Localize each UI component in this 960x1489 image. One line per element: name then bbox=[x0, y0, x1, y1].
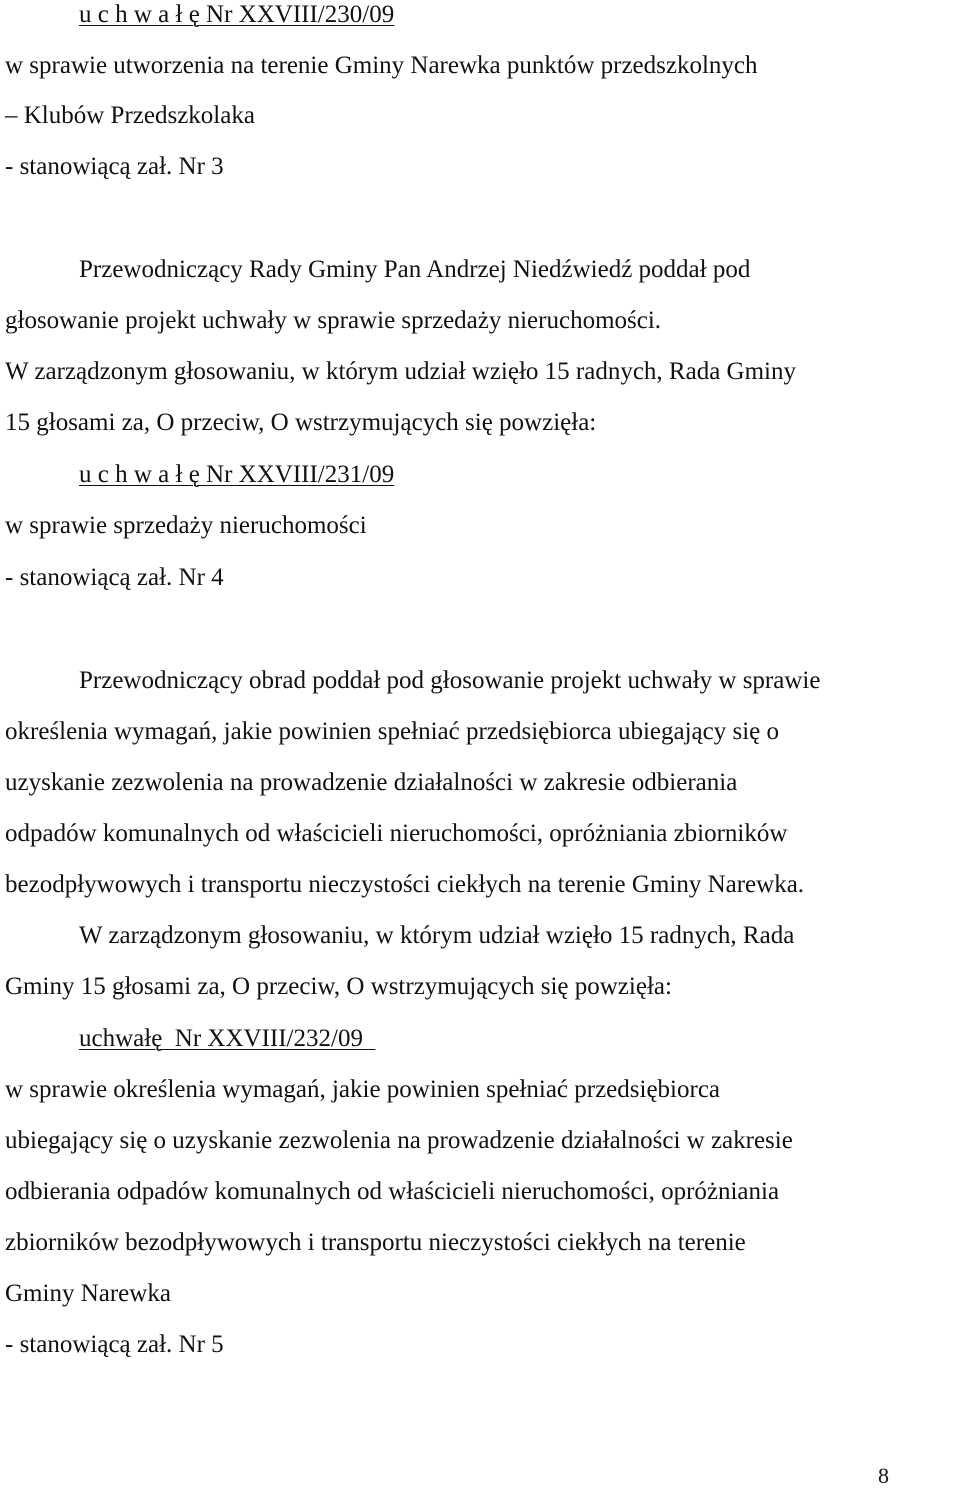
page-number: 8 bbox=[878, 1463, 889, 1488]
resolution-231-subject: w sprawie sprzedaży nieruchomości bbox=[5, 512, 367, 539]
block3-vote-line2: Gminy 15 głosami za, O przeciw, O wstrzymujących się powzięła: bbox=[5, 973, 672, 1000]
resolution-232-attachment: - stanowiącą zał. Nr 5 bbox=[5, 1331, 224, 1358]
resolution-230-heading: u c h w a ł ę Nr XXVIII/230/09 bbox=[79, 1, 395, 28]
block2-paragraph-line1: Przewodniczący Rady Gminy Pan Andrzej Niedźwiedź poddał pod bbox=[79, 256, 751, 283]
block2-vote-line2: 15 głosami za, O przeciw, O wstrzymujących się powzięła: bbox=[5, 409, 597, 436]
resolution-230-subject-line2: – Klubów Przedszkolaka bbox=[5, 102, 255, 129]
block3-paragraph-line2: określenia wymagań, jakie powinien spełniać przedsiębiorca ubiegający się o bbox=[5, 718, 780, 745]
block3-vote-line1: W zarządzonym głosowaniu, w którym udział wzięło 15 radnych, Rada bbox=[79, 922, 795, 949]
resolution-232-heading: uchwałę Nr XXVIII/232/09 bbox=[79, 1025, 376, 1052]
resolution-232-subject-line2: ubiegający się o uzyskanie zezwolenia na prowadzenie działalności w zakresie bbox=[5, 1127, 793, 1154]
block3-paragraph-line3: uzyskanie zezwolenia na prowadzenie działalności w zakresie odbierania bbox=[5, 769, 738, 796]
resolution-231-attachment: - stanowiącą zał. Nr 4 bbox=[5, 564, 224, 591]
resolution-232-subject-line3: odbierania odpadów komunalnych od właścicieli nieruchomości, opróżniania bbox=[5, 1178, 780, 1205]
block3-paragraph-line5: bezodpływowych i transportu nieczystości ciekłych na terenie Gminy Narewka. bbox=[5, 871, 805, 898]
resolution-232-subject-line1: w sprawie określenia wymagań, jakie powinien spełniać przedsiębiorca bbox=[5, 1076, 721, 1103]
block3-paragraph-line4: odpadów komunalnych od właścicieli nieruchomości, opróżniania zbiorników bbox=[5, 820, 788, 847]
block2-paragraph-line2: głosowanie projekt uchwały w sprawie sprzedaży nieruchomości. bbox=[5, 307, 662, 334]
block2-vote-line1: W zarządzonym głosowaniu, w którym udział wzięło 15 radnych, Rada Gminy bbox=[5, 358, 796, 385]
resolution-230-attachment: - stanowiącą zał. Nr 3 bbox=[5, 153, 224, 180]
resolution-232-subject-line4: zbiorników bezodpływowych i transportu nieczystości ciekłych na terenie bbox=[5, 1229, 746, 1256]
resolution-230-subject-line1: w sprawie utworzenia na terenie Gminy Narewka punktów przedszkolnych bbox=[5, 52, 758, 79]
resolution-231-heading: u c h w a ł ę Nr XXVIII/231/09 bbox=[79, 461, 395, 488]
resolution-232-subject-line5: Gminy Narewka bbox=[5, 1280, 171, 1307]
block3-paragraph-line1: Przewodniczący obrad poddał pod głosowanie projekt uchwały w sprawie bbox=[79, 667, 821, 694]
